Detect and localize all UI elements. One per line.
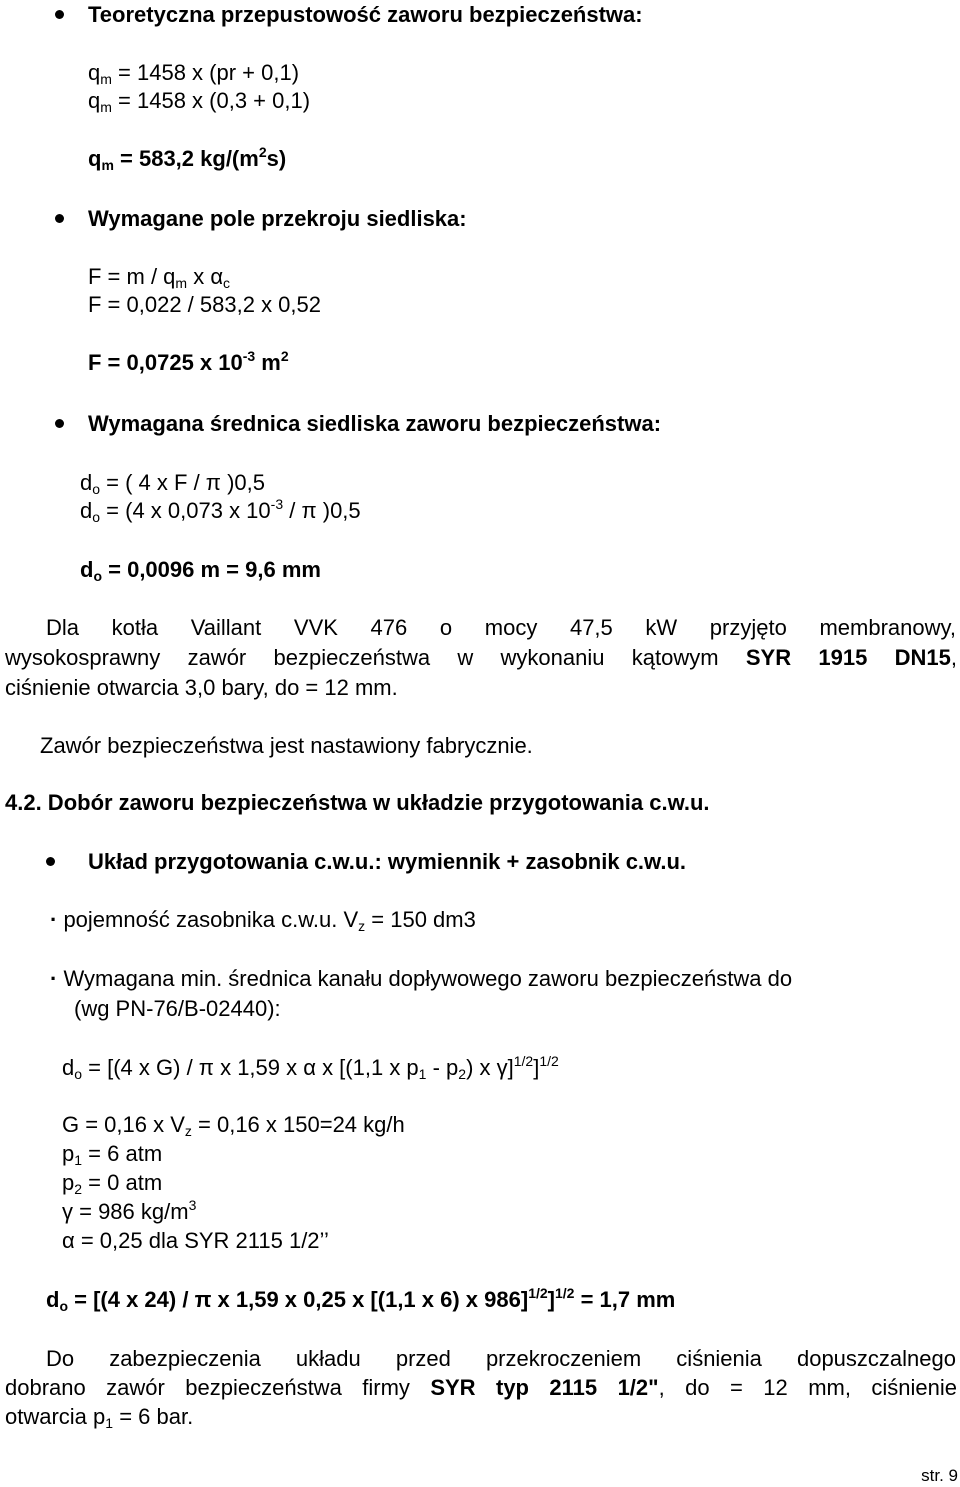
value-g: G = 0,16 x $V_z = 0,16$ x 150=24 kg/h xyxy=(62,1112,405,1139)
item-required-diameter: · Wymagana min. średnica kanału dopływowego zaworu bezpieczeństwa do xyxy=(50,966,793,991)
item-tank-capacity: · pojemność zasobnika c.w.u. $V_z = 150$ dm3 xyxy=(50,907,476,934)
paragraph-boiler-line-2: wysokosprawny zawór bezpieczeństwa w wykonaniu kątowym SYR 1915 DN15, xyxy=(5,645,957,670)
formula-d-2: $d_o = (4$ x 0,073 x $10^{-3}$ / π )0,5 xyxy=(80,496,361,525)
result-f: F = 0,0725 x $10^{-3}$ $m^2$ xyxy=(88,348,289,375)
formula-qm-2: $q_m = 1458$ x (0,3 + 0,1) xyxy=(88,88,311,115)
value-p1: $p_1 = 6$ atm xyxy=(62,1141,163,1168)
formula-do: $d_o = [(4$ x G) / π x 1,59 x α x [(1,1 x $p_1 - p_2$) x γ]$^{1/2}$]$^{1/2}$ xyxy=(62,1053,559,1082)
paragraph-final-line-2: dobrano zawór bezpieczeństwa firmy SYR typ 2115 1/2", do = 12 mm, ciśnienie xyxy=(5,1375,957,1400)
paragraph-boiler-line-1: Dla kotła Vaillant VVK 476 o mocy 47,5 kW przyjęto membranowy, xyxy=(46,615,956,640)
paragraph-final-line-3: otwarcia $p_1 = 6$ bar. xyxy=(5,1404,194,1431)
result-d: $d_o = 0,0096$ m = 9,6 mm xyxy=(80,557,321,584)
value-alpha: α = 0,25 dla SYR 2115 1/2’’ xyxy=(62,1228,329,1253)
paragraph-final-line-1: Do zabezpieczenia układu przed przekroczeniem ciśnienia dopuszczalnego xyxy=(46,1346,956,1371)
heading-throughput: Teoretyczna przepustowość zaworu bezpieczeństwa: xyxy=(88,2,643,27)
section-heading-4-2: 4.2. Dobór zaworu bezpieczeństwa w układzie przygotowania c.w.u. xyxy=(5,790,710,815)
bullet xyxy=(55,10,64,19)
heading-seat-diameter: Wymagana średnica siedliska zaworu bezpieczeństwa: xyxy=(88,411,662,436)
page-number: str. 9 xyxy=(921,1466,958,1485)
formula-d-1: $d_o$ = ( 4 x F / π )0,5 xyxy=(80,470,265,497)
formula-f-2: F = 0,022 / 583,2 x 0,52 xyxy=(88,292,321,317)
value-gamma: γ = 986 $kg/m^3$ xyxy=(62,1197,197,1224)
value-p2: $p_2 = 0$ atm xyxy=(62,1170,163,1197)
formula-f-1: $F = m / q_m$ x $\alpha_c$ xyxy=(88,264,231,291)
result-qm: $q_m = 583,2$ $kg/(m^2s)$ xyxy=(88,144,287,173)
bullet xyxy=(46,857,55,866)
paragraph-boiler-line-3: ciśnienie otwarcia 3,0 bary, do = 12 mm. xyxy=(5,675,398,700)
bullet xyxy=(55,214,64,223)
paragraph-factory-set: Zawór bezpieczeństwa jest nastawiony fabrycznie. xyxy=(40,733,533,758)
bullet xyxy=(55,419,64,428)
result-do: $d_o = [(4$ x 24) / π x 1,59 x 0,25 x [(1,1 x 6) x 986]$^{1/2}$]$^{1/2}$ = 1,7 mm xyxy=(46,1285,676,1314)
heading-dhw-system: Układ przygotowania c.w.u.: wymiennik + zasobnik c.w.u. xyxy=(88,849,686,874)
formula-qm-1: $q_m = 1458$ x (pr + 0,1) xyxy=(88,60,300,87)
heading-seat-area: Wymagane pole przekroju siedliska: xyxy=(88,206,467,231)
item-required-diameter-norm: (wg PN-76/B-02440): xyxy=(74,996,281,1021)
